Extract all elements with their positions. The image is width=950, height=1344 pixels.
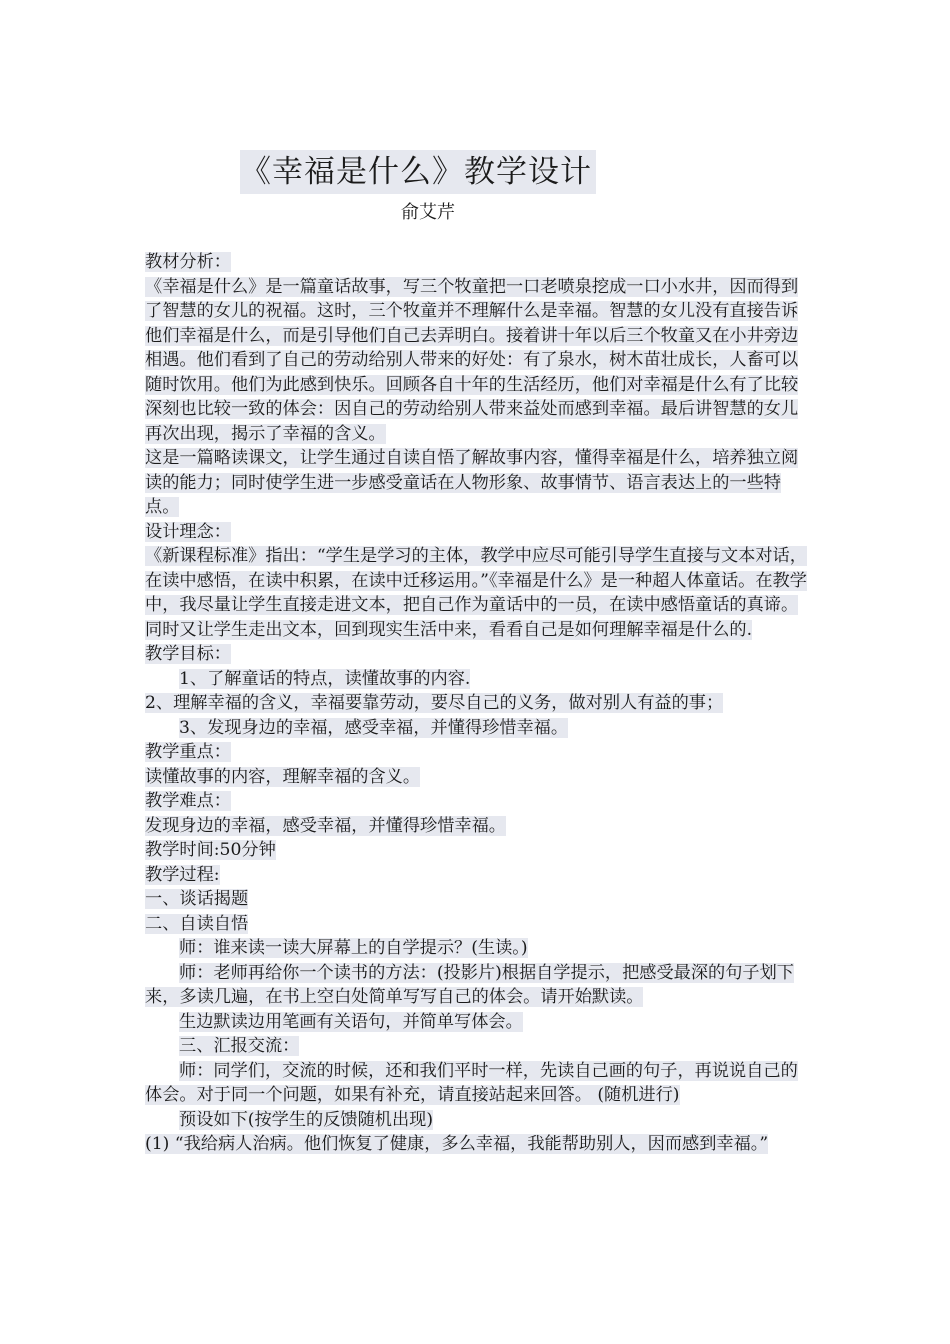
teaching-time: 教学时间:50分钟 — [145, 840, 276, 860]
quote-item-1: (1) “我给病人治病。他们恢复了健康，多么幸福，我能帮助别人，因而感到幸福。” — [145, 1134, 769, 1154]
teacher-line-1: 师：谁来读一读大屏幕上的自学提示？(生读。) — [179, 938, 528, 958]
student-line-1: 生边默读边用笔画有关语句，并简单写体会。 — [179, 1011, 523, 1032]
concept-paragraph: 《新课程标准》指出：“学生是学习的主体，教学中应尽可能引导学生直接与文本对话，在读中感悟，在读中积累，在读中迁移运用。”《幸福是什么》是一种超人体童话。在教学中，我尽量让学生直接走进文本，把自己作为童话中的一员，在读中感悟童话的真谛。同时又让学生走出文本，回到现实生活中来，看看自己是如何理解幸福是什么的. — [145, 546, 807, 640]
process-step-2: 二、自读自悟 — [145, 913, 249, 934]
goal-item-3: 3、发现身边的幸福，感受幸福，并懂得珍惜幸福。 — [179, 717, 569, 738]
process-step-3: 三、汇报交流： — [179, 1036, 300, 1056]
section-heading-concept: 设计理念： — [145, 521, 231, 542]
goal-item-1: 1、了解童话的特点，读懂故事的内容. — [179, 668, 471, 689]
focus-paragraph: 读懂故事的内容，理解幸福的含义。 — [145, 766, 421, 787]
preset-note: 预设如下(按学生的反馈随机出现) — [179, 1109, 434, 1130]
document-author: 俞艾芹 — [401, 202, 455, 223]
document-body — [145, 250, 810, 1157]
analysis-paragraph-1: 《幸福是什么》是一篇童话故事，写三个牧童把一口老喷泉挖成一口小水井，因而得到了智慧的女儿的祝福。这时，三个牧童并不理解什么是幸福。智慧的女儿没有直接告诉他们幸福是什么，而是引导他们自己去弄明白。接着讲十年以后三个牧童又在小井旁边相遇。他们看到了自己的劳动给别人带来的好处：有了泉水，树木苗壮成长，人畜可以随时饮用。他们为此感到快乐。回顾各自十年的生活经历，他们对幸福是什么有了比较深刻也比较一致的体会：因自己的劳动给别人带来益处而感到幸福。最后讲智慧的女儿再次出现，揭示了幸福的含义。 — [145, 276, 799, 444]
teacher-line-3: 师：同学们，交流的时候，还和我们平时一样，先读自己画的句子，再说说自己的体会。对于同一个问题，如果有补充，请直接站起来回答。 (随机进行) — [145, 1060, 798, 1105]
section-heading-analysis: 教材分析： — [145, 252, 231, 272]
teacher-line-2: 师：老师再给你一个读书的方法：(投影片)根据自学提示，把感受最深的句子划下来，多读几遍，在书上空白处简单写写自己的体会。请开始默读。 — [145, 962, 794, 1007]
section-heading-goals: 教学目标： — [145, 644, 231, 664]
difficulty-paragraph: 发现身边的幸福，感受幸福，并懂得珍惜幸福。 — [145, 815, 506, 836]
document-title: 《幸福是什么》教学设计 — [240, 150, 596, 194]
section-heading-process: 教学过程: — [145, 864, 220, 885]
goal-item-2: 2、理解幸福的含义，幸福要靠劳动，要尽自己的义务，做对别人有益的事； — [145, 693, 724, 713]
process-step-1: 一、谈话揭题 — [145, 889, 249, 909]
section-heading-focus: 教学重点： — [145, 742, 231, 762]
section-heading-difficulty: 教学难点： — [145, 791, 231, 811]
analysis-paragraph-2: 这是一篇略读课文，让学生通过自读自悟了解故事内容，懂得幸福是什么，培养独立阅读的能力；同时使学生进一步感受童话在人物形象、故事情节、语言表达上的一些特点。 — [145, 448, 799, 517]
